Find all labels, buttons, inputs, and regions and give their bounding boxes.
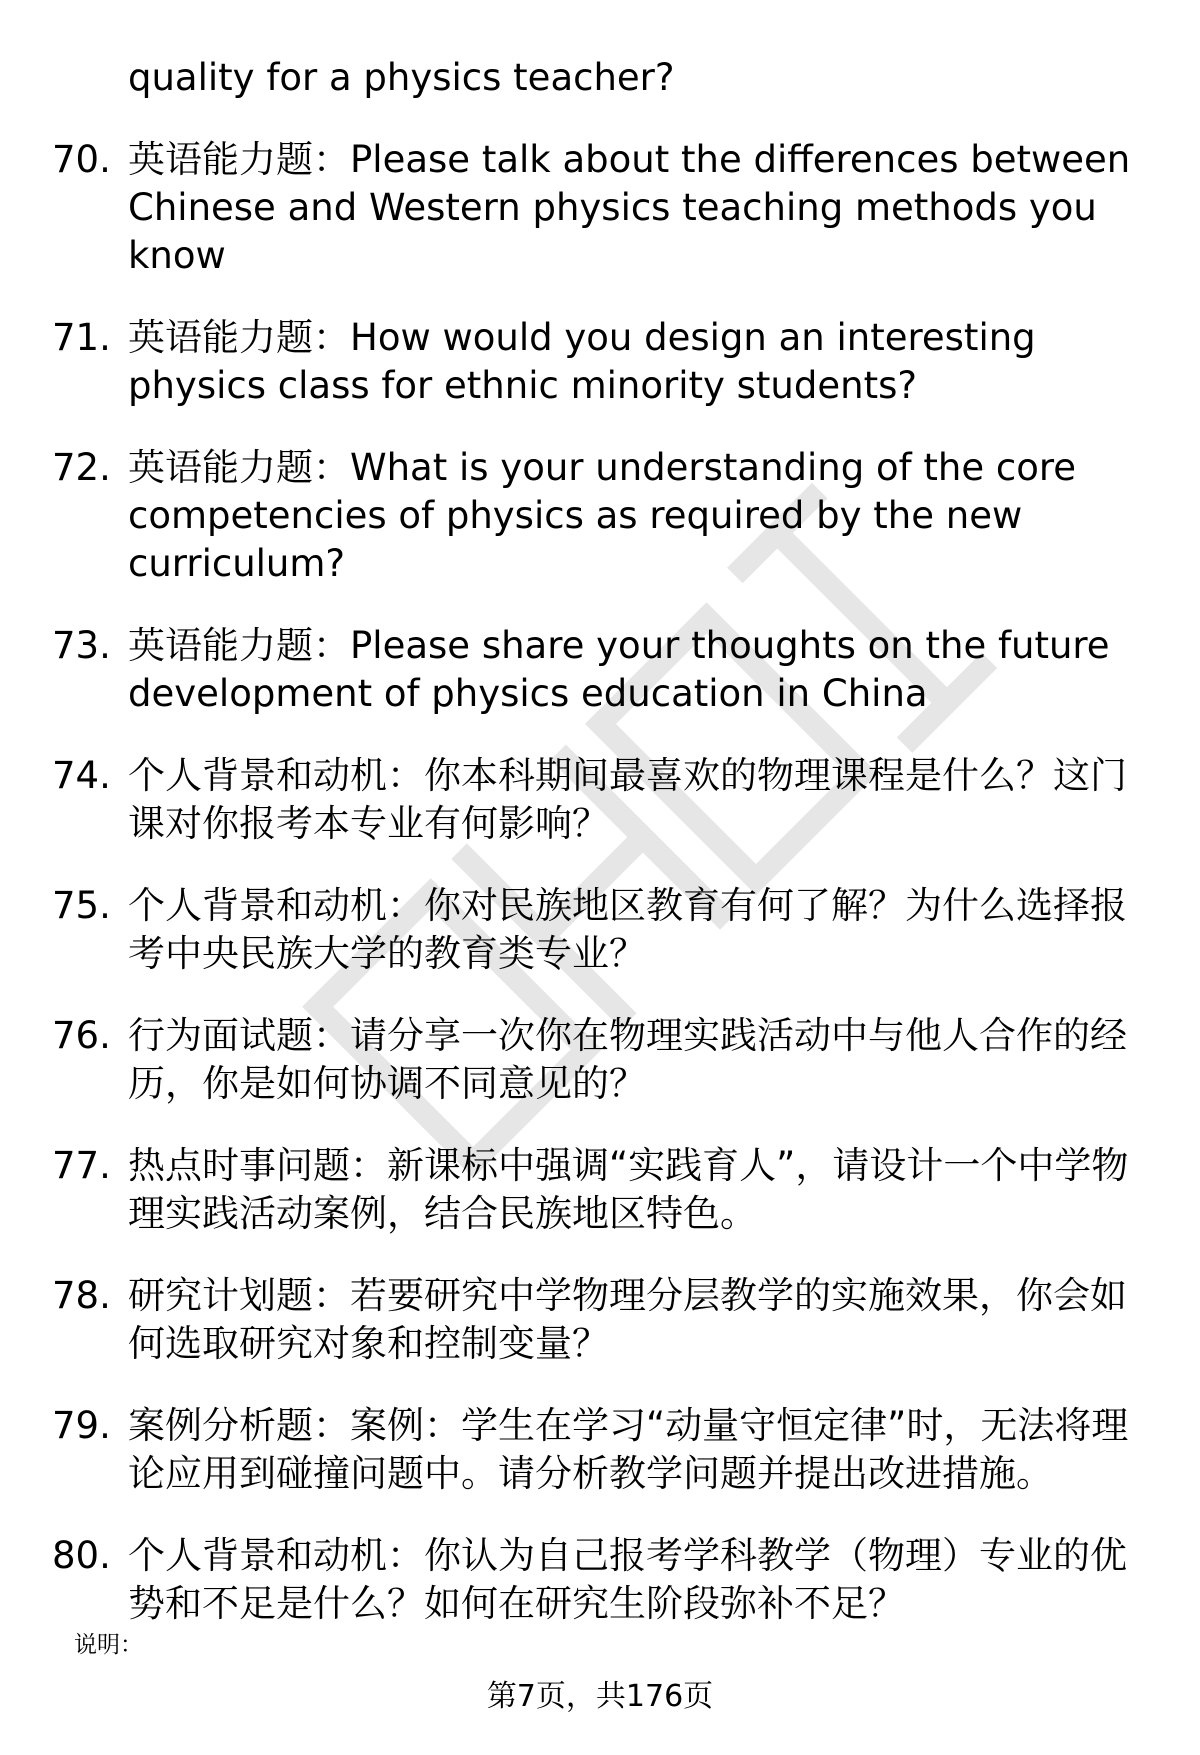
question-text: 英语能力题：Please talk about the differences between Chinese and Western physics teaching methods you know [128,138,1131,277]
note-label: 说明： [74,1632,143,1658]
question-text: 个人背景和动机：你对民族地区教育有何了解？为什么选择报考中央民族大学的教育类专业？ [128,884,1127,975]
question-number: 78. [52,1274,111,1317]
question-text: 行为面试题：请分享一次你在物理实践活动中与他人合作的经历，你是如何协调不同意见的？ [128,1014,1127,1105]
question-text: 研究计划题：若要研究中学物理分层教学的实施效果，你会如何选取研究对象和控制变量？ [128,1274,1127,1365]
question-number: 79. [52,1404,111,1447]
question-number: 73. [52,624,111,667]
question-text: 英语能力题：Please share your thoughts on the future development of physics education in China [128,624,1110,715]
question-text: 案例分析题：案例：学生在学习“动量守恒定律”时，无法将理论应用到碰撞问题中。请分析教学问题并提出改进措施。 [128,1404,1129,1495]
document-body [52,54,1152,1662]
question-text: 个人背景和动机：你认为自己报考学科教学（物理）专业的优势和不足是什么？如何在研究生阶段弥补不足？ [128,1534,1127,1625]
question-number: 70. [52,138,111,181]
question-text: 个人背景和动机：你本科期间最喜欢的物理课程是什么？这门课对你报考本专业有何影响？ [128,754,1127,845]
question-item [52,1142,1152,1238]
question-item [52,444,1152,588]
question-number: 80. [52,1534,111,1577]
question-number: 76. [52,1014,111,1057]
page-footer: 第7页，共176页 [486,1679,714,1714]
question-number: 74. [52,754,111,797]
question-number: 71. [52,316,111,359]
question-item [52,1012,1152,1108]
question-item [52,622,1152,718]
question-item [52,882,1152,978]
question-number: 77. [52,1144,111,1187]
question-item [52,1402,1152,1498]
question-item [52,136,1152,280]
question-item [52,752,1152,848]
question-number: 72. [52,446,111,489]
question-text: 英语能力题：How would you design an interesting physics class for ethnic minority students? [128,316,1036,407]
question-item [52,314,1152,410]
question-number: 75. [52,884,111,927]
question-text: 热点时事问题：新课标中强调“实践育人”，请设计一个中学物理实践活动案例，结合民族地区特色。 [128,1144,1129,1235]
continued-question-text: quality for a physics teacher? [128,56,675,99]
question-item [52,1272,1152,1368]
question-text: 英语能力题：What is your understanding of the core competencies of physics as required by the new curriculum? [128,446,1077,585]
question-item [52,1532,1152,1628]
